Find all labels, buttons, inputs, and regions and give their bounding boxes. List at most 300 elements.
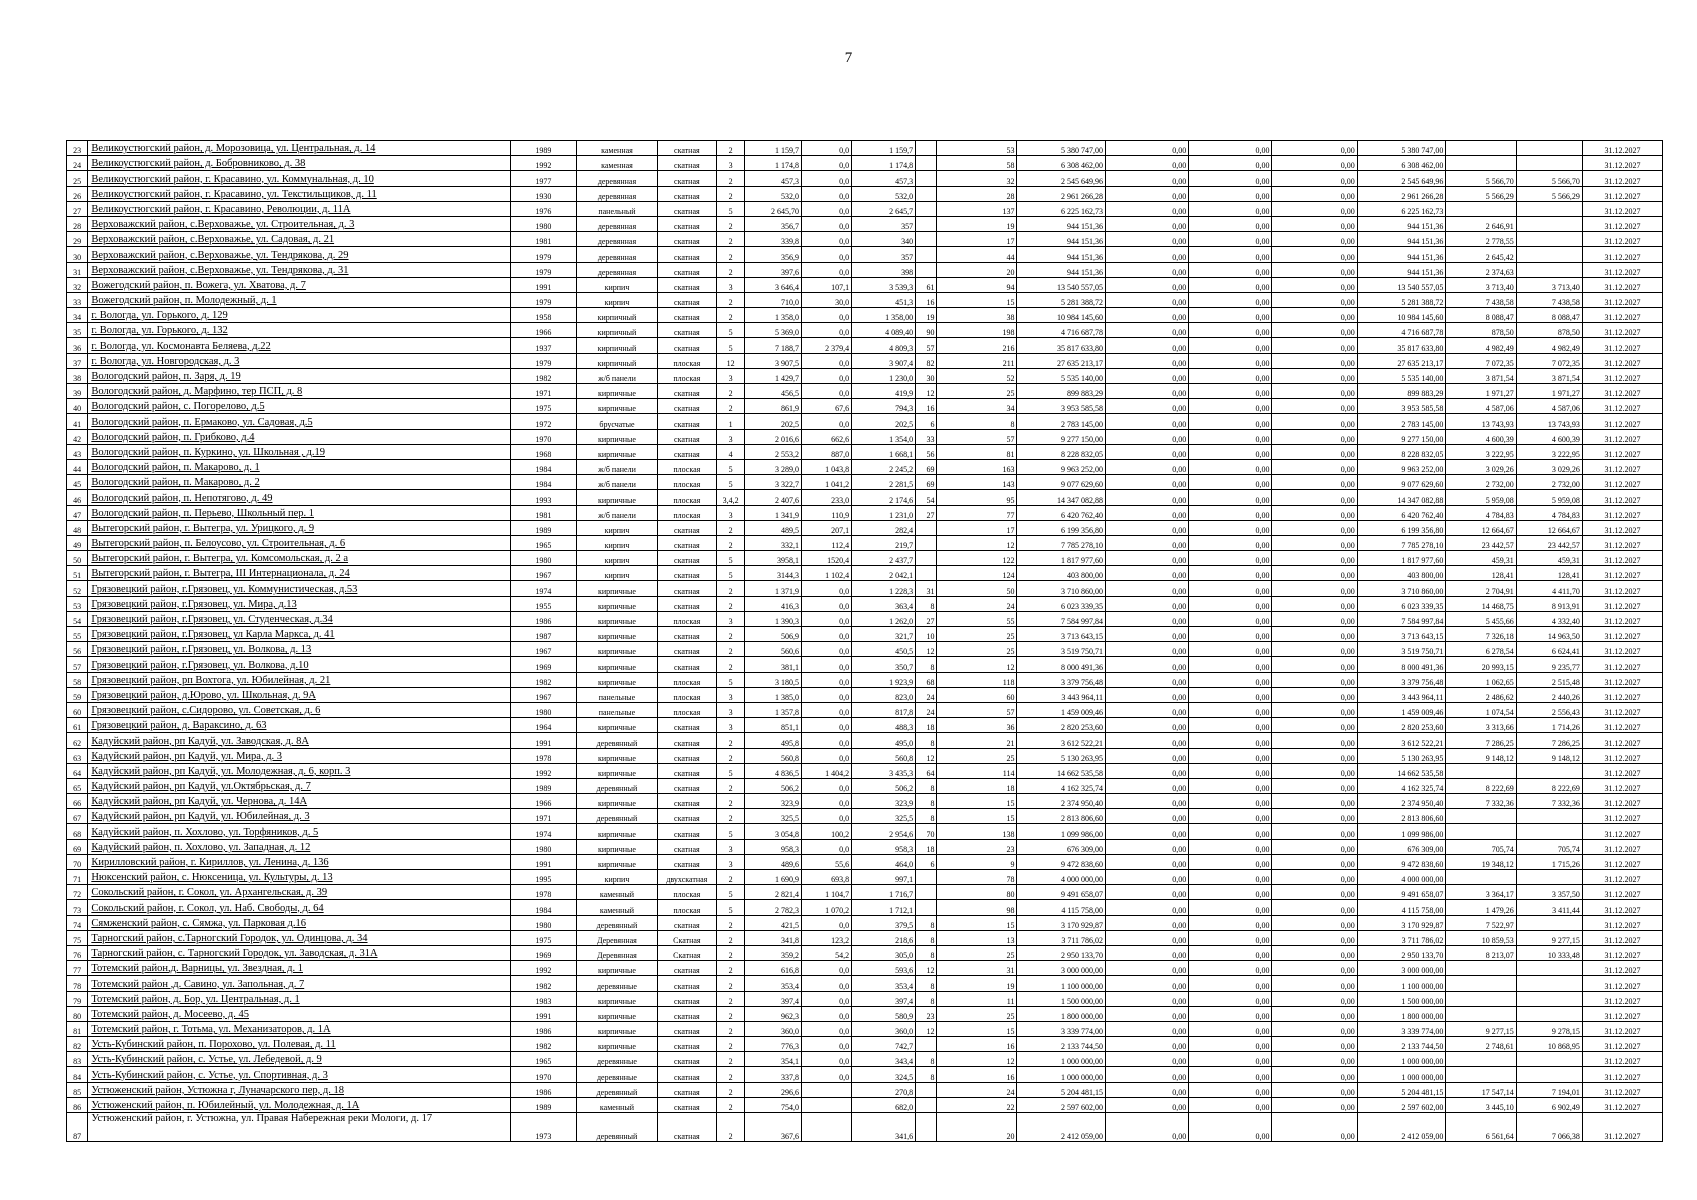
cell-fund_federal: 0,00 [1106, 900, 1189, 915]
cell-address: Грязовецкий район, д.Юрово, ул. Школьная, д. 9А [88, 687, 510, 702]
cell-area_total: 962,3 [745, 1006, 802, 1021]
table-row [67, 824, 1663, 839]
cell-unit_cost_fact: 5 959,08 [1446, 490, 1516, 505]
cell-year: 1965 [510, 1052, 576, 1067]
cell-fund_federal: 0,00 [1106, 627, 1189, 642]
cell-no: 65 [67, 778, 88, 793]
cell-wall: кирпичные [576, 399, 657, 414]
cell-area_res: 506,2 [852, 778, 916, 793]
table-row [67, 748, 1663, 763]
cell-unit_cost_fact: 2 374,63 [1446, 262, 1516, 277]
cell-fund_federal: 0,00 [1106, 141, 1189, 156]
cell-apartments: 8 [916, 1067, 937, 1082]
cell-area_nonres: 0,0 [802, 733, 852, 748]
cell-fund_owners: 3 612 522,21 [1357, 733, 1446, 748]
cell-floors: 2 [716, 232, 745, 247]
cell-address: г. Вологда, ул. Горького, д. 129 [88, 308, 510, 323]
cell-no: 70 [67, 854, 88, 869]
cell-wall: кирпичные [576, 839, 657, 854]
cell-residents: 15 [937, 292, 1017, 307]
cell-fund_regional: 0,00 [1189, 581, 1272, 596]
cell-residents: 21 [937, 733, 1017, 748]
cell-year: 1980 [510, 216, 576, 231]
cell-no: 26 [67, 186, 88, 201]
cell-fund_owners: 5 281 388,72 [1357, 292, 1446, 307]
cell-area_res: 353,4 [852, 976, 916, 991]
cell-fund_owners: 1 500 000,00 [1357, 991, 1446, 1006]
cell-year: 1969 [510, 657, 576, 672]
cell-floors: 2 [716, 1052, 745, 1067]
table-row [67, 338, 1663, 353]
cell-wall: кирпичные [576, 824, 657, 839]
table-row [67, 171, 1663, 186]
cell-year: 1991 [510, 1006, 576, 1021]
cell-fund_local: 0,00 [1272, 778, 1357, 793]
cell-fund_federal: 0,00 [1106, 232, 1189, 247]
cell-unit_cost_limit: 10 333,48 [1516, 945, 1582, 960]
cell-apartments: 57 [916, 338, 937, 353]
cell-wall: кирпичные [576, 642, 657, 657]
cell-apartments: 24 [916, 687, 937, 702]
cell-area_nonres: 0,0 [802, 232, 852, 247]
table-row [67, 596, 1663, 611]
cell-fund_federal: 0,00 [1106, 809, 1189, 824]
cell-wall: панельные [576, 702, 657, 717]
cell-fund_local: 0,00 [1272, 520, 1357, 535]
cell-fund_owners: 7 785 278,10 [1357, 535, 1446, 550]
cell-unit_cost_fact: 4 982,49 [1446, 338, 1516, 353]
cell-deadline: 31.12.2027 [1582, 338, 1662, 353]
cell-apartments [916, 551, 937, 566]
cell-area_total: 1 174,8 [745, 156, 802, 171]
cell-area_total: 325,5 [745, 809, 802, 824]
cell-deadline: 31.12.2027 [1582, 292, 1662, 307]
cell-fund_regional: 0,00 [1189, 308, 1272, 323]
cell-roof: скатная [658, 596, 717, 611]
cell-fund_regional: 0,00 [1189, 915, 1272, 930]
cell-fund_owners: 3 953 585,58 [1357, 399, 1446, 414]
cell-fund_local: 0,00 [1272, 399, 1357, 414]
cell-unit_cost_limit [1516, 232, 1582, 247]
cell-fund_regional: 0,00 [1189, 611, 1272, 626]
table-row [67, 292, 1663, 307]
cell-fund_local: 0,00 [1272, 657, 1357, 672]
cell-floors: 3,4,2 [716, 490, 745, 505]
cell-area_res: 1 230,0 [852, 368, 916, 383]
cell-area_total: 341,8 [745, 930, 802, 945]
cell-apartments: 31 [916, 581, 937, 596]
cell-year: 1982 [510, 1037, 576, 1052]
cell-apartments: 90 [916, 323, 937, 338]
cell-unit_cost_limit [1516, 201, 1582, 216]
cell-roof: скатная [658, 991, 717, 1006]
cell-address: Кадуйский район, п. Хохлово, ул. Торфяников, д. 5 [88, 824, 510, 839]
cell-unit_cost_limit: 4 784,83 [1516, 505, 1582, 520]
cell-area_res: 532,0 [852, 186, 916, 201]
cell-area_nonres: 233,0 [802, 490, 852, 505]
cell-area_nonres: 0,0 [802, 1037, 852, 1052]
cell-area_nonres: 0,0 [802, 247, 852, 262]
cell-cost_total: 9 491 658,07 [1017, 885, 1106, 900]
cell-apartments [916, 535, 937, 550]
cell-address: Тарногский район, с.Тарногский Городок, ул. Одинцова, д. 34 [88, 930, 510, 945]
cell-area_res: 1 262,0 [852, 611, 916, 626]
cell-floors: 2 [716, 596, 745, 611]
cell-fund_federal: 0,00 [1106, 505, 1189, 520]
cell-cost_total: 1 100 000,00 [1017, 976, 1106, 991]
cell-address: Великоустюгский район, г. Красавино, ул. Коммунальная, д. 10 [88, 171, 510, 186]
cell-floors: 2 [716, 915, 745, 930]
cell-floors: 2 [716, 976, 745, 991]
cell-fund_regional: 0,00 [1189, 961, 1272, 976]
cell-area_total: 416,3 [745, 596, 802, 611]
cell-area_total: 1 385,0 [745, 687, 802, 702]
table-row [67, 930, 1663, 945]
cell-apartments: 33 [916, 429, 937, 444]
cell-residents: 16 [937, 1037, 1017, 1052]
cell-cost_total: 944 151,36 [1017, 232, 1106, 247]
cell-no: 71 [67, 870, 88, 885]
cell-no: 23 [67, 141, 88, 156]
cell-apartments: 12 [916, 961, 937, 976]
cell-residents: 60 [937, 687, 1017, 702]
cell-cost_total: 676 309,00 [1017, 839, 1106, 854]
cell-area_res: 2 042,1 [852, 566, 916, 581]
cell-unit_cost_fact: 2 645,42 [1446, 247, 1516, 262]
cell-apartments: 16 [916, 399, 937, 414]
cell-roof: скатная [658, 1021, 717, 1036]
cell-unit_cost_fact: 128,41 [1446, 566, 1516, 581]
cell-no: 76 [67, 945, 88, 960]
cell-address: Кадуйский район, п. Хохлово, ул. Западная, д. 12 [88, 839, 510, 854]
cell-area_total: 710,0 [745, 292, 802, 307]
cell-fund_regional: 0,00 [1189, 627, 1272, 642]
cell-no: 63 [67, 748, 88, 763]
cell-fund_federal: 0,00 [1106, 854, 1189, 869]
cell-residents: 16 [937, 1067, 1017, 1082]
cell-area_res: 3 435,3 [852, 763, 916, 778]
cell-cost_total: 14 347 082,88 [1017, 490, 1106, 505]
cell-unit_cost_fact: 8 213,07 [1446, 945, 1516, 960]
cell-area_nonres: 662,6 [802, 429, 852, 444]
cell-wall: деревянные [576, 1067, 657, 1082]
cell-unit_cost_fact: 459,31 [1446, 551, 1516, 566]
cell-apartments: 19 [916, 308, 937, 323]
cell-roof: скатная [658, 839, 717, 854]
cell-unit_cost_limit [1516, 809, 1582, 824]
cell-deadline: 31.12.2027 [1582, 399, 1662, 414]
cell-deadline: 31.12.2027 [1582, 384, 1662, 399]
cell-no: 30 [67, 247, 88, 262]
cell-fund_local: 0,00 [1272, 763, 1357, 778]
cell-wall: кирпичный [576, 338, 657, 353]
cell-residents: 25 [937, 945, 1017, 960]
cell-unit_cost_limit: 9 235,77 [1516, 657, 1582, 672]
cell-cost_total: 3 443 964,11 [1017, 687, 1106, 702]
cell-unit_cost_limit [1516, 247, 1582, 262]
cell-year: 1982 [510, 976, 576, 991]
cell-wall: деревянная [576, 247, 657, 262]
cell-area_res: 4 089,40 [852, 323, 916, 338]
cell-area_nonres: 0,0 [802, 414, 852, 429]
cell-unit_cost_fact: 3 222,95 [1446, 444, 1516, 459]
table-row [67, 1067, 1663, 1082]
cell-roof: скатная [658, 642, 717, 657]
cell-wall: кирпичные [576, 748, 657, 763]
cell-area_total: 489,6 [745, 854, 802, 869]
cell-year: 1986 [510, 1082, 576, 1097]
cell-cost_total: 5 204 481,15 [1017, 1082, 1106, 1097]
cell-fund_federal: 0,00 [1106, 885, 1189, 900]
cell-fund_local: 0,00 [1272, 1006, 1357, 1021]
cell-roof: плоская [658, 702, 717, 717]
cell-fund_local: 0,00 [1272, 733, 1357, 748]
table-row [67, 566, 1663, 581]
cell-area_res: 2 645,7 [852, 201, 916, 216]
cell-unit_cost_fact: 14 468,75 [1446, 596, 1516, 611]
cell-fund_local: 0,00 [1272, 824, 1357, 839]
cell-roof: Скатная [658, 945, 717, 960]
cell-fund_regional: 0,00 [1189, 216, 1272, 231]
cell-residents: 31 [937, 961, 1017, 976]
cell-apartments: 54 [916, 490, 937, 505]
cell-residents: 15 [937, 809, 1017, 824]
cell-no: 51 [67, 566, 88, 581]
cell-cost_total: 3 612 522,21 [1017, 733, 1106, 748]
cell-unit_cost_fact: 23 442,57 [1446, 535, 1516, 550]
cell-deadline: 31.12.2027 [1582, 642, 1662, 657]
cell-area_total: 2 821,4 [745, 885, 802, 900]
cell-fund_federal: 0,00 [1106, 763, 1189, 778]
cell-year: 1992 [510, 156, 576, 171]
cell-residents: 24 [937, 596, 1017, 611]
cell-no: 34 [67, 308, 88, 323]
cell-address: Грязовецкий район, с.Сидорово, ул. Советская, д. 6 [88, 702, 510, 717]
cell-unit_cost_fact [1446, 976, 1516, 991]
cell-cost_total: 3 379 756,48 [1017, 672, 1106, 687]
cell-fund_local: 0,00 [1272, 353, 1357, 368]
cell-year: 1984 [510, 459, 576, 474]
cell-fund_federal: 0,00 [1106, 475, 1189, 490]
cell-deadline: 31.12.2027 [1582, 748, 1662, 763]
cell-deadline: 31.12.2027 [1582, 854, 1662, 869]
cell-floors: 2 [716, 1082, 745, 1097]
cell-fund_federal: 0,00 [1106, 870, 1189, 885]
table-row [67, 809, 1663, 824]
cell-year: 1989 [510, 1097, 576, 1112]
cell-cost_total: 2 133 744,50 [1017, 1037, 1106, 1052]
cell-residents: 52 [937, 368, 1017, 383]
cell-deadline: 31.12.2027 [1582, 961, 1662, 976]
cell-unit_cost_limit: 14 963,50 [1516, 627, 1582, 642]
cell-fund_federal: 0,00 [1106, 566, 1189, 581]
cell-year: 1970 [510, 1067, 576, 1082]
cell-fund_regional: 0,00 [1189, 141, 1272, 156]
cell-fund_regional: 0,00 [1189, 794, 1272, 809]
cell-fund_local: 0,00 [1272, 323, 1357, 338]
cell-fund_owners: 6 308 462,00 [1357, 156, 1446, 171]
table-row [67, 870, 1663, 885]
cell-no: 84 [67, 1067, 88, 1082]
table-row [67, 839, 1663, 854]
cell-no: 67 [67, 809, 88, 824]
cell-year: 1984 [510, 900, 576, 915]
cell-fund_regional: 0,00 [1189, 824, 1272, 839]
cell-area_nonres: 0,0 [802, 611, 852, 626]
cell-floors: 2 [716, 961, 745, 976]
cell-deadline: 31.12.2027 [1582, 870, 1662, 885]
cell-wall: кирпичные [576, 991, 657, 1006]
cell-no: 85 [67, 1082, 88, 1097]
cell-fund_local: 0,00 [1272, 702, 1357, 717]
cell-year: 1930 [510, 186, 576, 201]
cell-address: Великоустюгский район, д. Бобровниково, д. 38 [88, 156, 510, 171]
cell-address: Усть-Кубинский район, с. Устье, ул. Лебедевой, д. 9 [88, 1052, 510, 1067]
cell-area_total: 397,6 [745, 262, 802, 277]
cell-fund_local: 0,00 [1272, 414, 1357, 429]
table-row [67, 687, 1663, 702]
cell-roof: скатная [658, 1067, 717, 1082]
cell-fund_federal: 0,00 [1106, 308, 1189, 323]
cell-unit_cost_limit [1516, 976, 1582, 991]
cell-fund_owners: 899 883,29 [1357, 384, 1446, 399]
cell-apartments: 23 [916, 1006, 937, 1021]
cell-cost_total: 899 883,29 [1017, 384, 1106, 399]
cell-no: 38 [67, 368, 88, 383]
cell-area_total: 506,2 [745, 778, 802, 793]
cell-deadline: 31.12.2027 [1582, 885, 1662, 900]
cell-residents: 78 [937, 870, 1017, 885]
cell-cost_total: 35 817 633,80 [1017, 338, 1106, 353]
cell-area_nonres: 54,2 [802, 945, 852, 960]
cell-area_res: 817,8 [852, 702, 916, 717]
cell-no: 29 [67, 232, 88, 247]
cell-address: Верховажский район, с.Верховажье, ул. Тендрякова, д. 31 [88, 262, 510, 277]
cell-cost_total: 7 584 997,84 [1017, 611, 1106, 626]
table-row [67, 1052, 1663, 1067]
cell-area_total: 202,5 [745, 414, 802, 429]
cell-wall: брусчатые [576, 414, 657, 429]
cell-fund_owners: 2 820 253,60 [1357, 718, 1446, 733]
cell-year: 1978 [510, 885, 576, 900]
cell-fund_local: 0,00 [1272, 444, 1357, 459]
cell-unit_cost_fact: 2 704,91 [1446, 581, 1516, 596]
cell-roof: скатная [658, 824, 717, 839]
cell-apartments [916, 141, 937, 156]
cell-wall: кирпичные [576, 657, 657, 672]
cell-fund_regional: 0,00 [1189, 1021, 1272, 1036]
cell-area_total: 2 782,3 [745, 900, 802, 915]
cell-year: 1980 [510, 702, 576, 717]
cell-roof: скатная [658, 247, 717, 262]
cell-unit_cost_fact: 7 286,25 [1446, 733, 1516, 748]
cell-apartments [916, 1037, 937, 1052]
cell-residents: 15 [937, 794, 1017, 809]
cell-unit_cost_limit: 10 868,95 [1516, 1037, 1582, 1052]
cell-roof: плоская [658, 368, 717, 383]
cell-area_total: 359,2 [745, 945, 802, 960]
cell-area_total: 1 341,9 [745, 505, 802, 520]
cell-area_nonres: 0,0 [802, 323, 852, 338]
cell-residents: 38 [937, 308, 1017, 323]
cell-floors: 3 [716, 611, 745, 626]
cell-apartments: 8 [916, 1052, 937, 1067]
cell-area_total: 457,3 [745, 171, 802, 186]
cell-fund_local: 0,00 [1272, 1067, 1357, 1082]
cell-area_res: 419,9 [852, 384, 916, 399]
cell-roof: плоская [658, 459, 717, 474]
cell-floors: 5 [716, 763, 745, 778]
cell-unit_cost_fact [1446, 824, 1516, 839]
cell-unit_cost_limit: 8 913,91 [1516, 596, 1582, 611]
cell-area_nonres: 0,0 [802, 262, 852, 277]
cell-area_res: 305,0 [852, 945, 916, 960]
cell-area_res: 218,6 [852, 930, 916, 945]
cell-area_total: 495,8 [745, 733, 802, 748]
cell-unit_cost_fact: 5 566,70 [1446, 171, 1516, 186]
cell-area_nonres: 0,0 [802, 1021, 852, 1036]
cell-address: Кадуйский район, рп Кадуй, ул. Молодежная, д. 6, корп. 3 [88, 763, 510, 778]
cell-fund_owners: 7 584 997,84 [1357, 611, 1446, 626]
cell-residents: 95 [937, 490, 1017, 505]
cell-area_total: 1 390,3 [745, 611, 802, 626]
cell-no: 55 [67, 627, 88, 642]
cell-deadline: 31.12.2027 [1582, 991, 1662, 1006]
cell-apartments: 6 [916, 414, 937, 429]
cell-fund_federal: 0,00 [1106, 262, 1189, 277]
cell-wall: деревянная [576, 171, 657, 186]
cell-wall: деревянная [576, 216, 657, 231]
cell-apartments: 8 [916, 930, 937, 945]
cell-area_res: 997,1 [852, 870, 916, 885]
cell-area_res: 340 [852, 232, 916, 247]
cell-no: 58 [67, 672, 88, 687]
cell-floors: 2 [716, 384, 745, 399]
cell-unit_cost_limit [1516, 915, 1582, 930]
cell-area_nonres: 0,0 [802, 627, 852, 642]
cell-fund_owners: 4 716 687,78 [1357, 323, 1446, 338]
cell-cost_total: 9 963 252,00 [1017, 459, 1106, 474]
cell-area_res: 321,7 [852, 627, 916, 642]
cell-year: 1969 [510, 945, 576, 960]
cell-fund_federal: 0,00 [1106, 444, 1189, 459]
cell-fund_local: 0,00 [1272, 794, 1357, 809]
cell-address: Вологодский район, п. Заря, д. 19 [88, 368, 510, 383]
cell-fund_regional: 0,00 [1189, 262, 1272, 277]
table-row [67, 1082, 1663, 1097]
cell-deadline: 31.12.2027 [1582, 1082, 1662, 1097]
cell-fund_owners: 5 204 481,15 [1357, 1082, 1446, 1097]
cell-unit_cost_limit: 9 148,12 [1516, 748, 1582, 763]
cell-address: Грязовецкий район, д. Вараксино, д. 63 [88, 718, 510, 733]
cell-fund_federal: 0,00 [1106, 1097, 1189, 1112]
cell-roof: скатная [658, 520, 717, 535]
cell-apartments: 69 [916, 459, 937, 474]
cell-fund_regional: 0,00 [1189, 718, 1272, 733]
table-row [67, 581, 1663, 596]
cell-area_nonres: 0,0 [802, 794, 852, 809]
cell-area_total: 1 371,9 [745, 581, 802, 596]
cell-area_res: 1 716,7 [852, 885, 916, 900]
cell-apartments: 6 [916, 854, 937, 869]
cell-fund_regional: 0,00 [1189, 733, 1272, 748]
cell-area_nonres: 67,6 [802, 399, 852, 414]
cell-year: 1971 [510, 809, 576, 824]
cell-area_res: 202,5 [852, 414, 916, 429]
cell-apartments: 70 [916, 824, 937, 839]
cell-deadline: 31.12.2027 [1582, 277, 1662, 292]
cell-roof: скатная [658, 201, 717, 216]
